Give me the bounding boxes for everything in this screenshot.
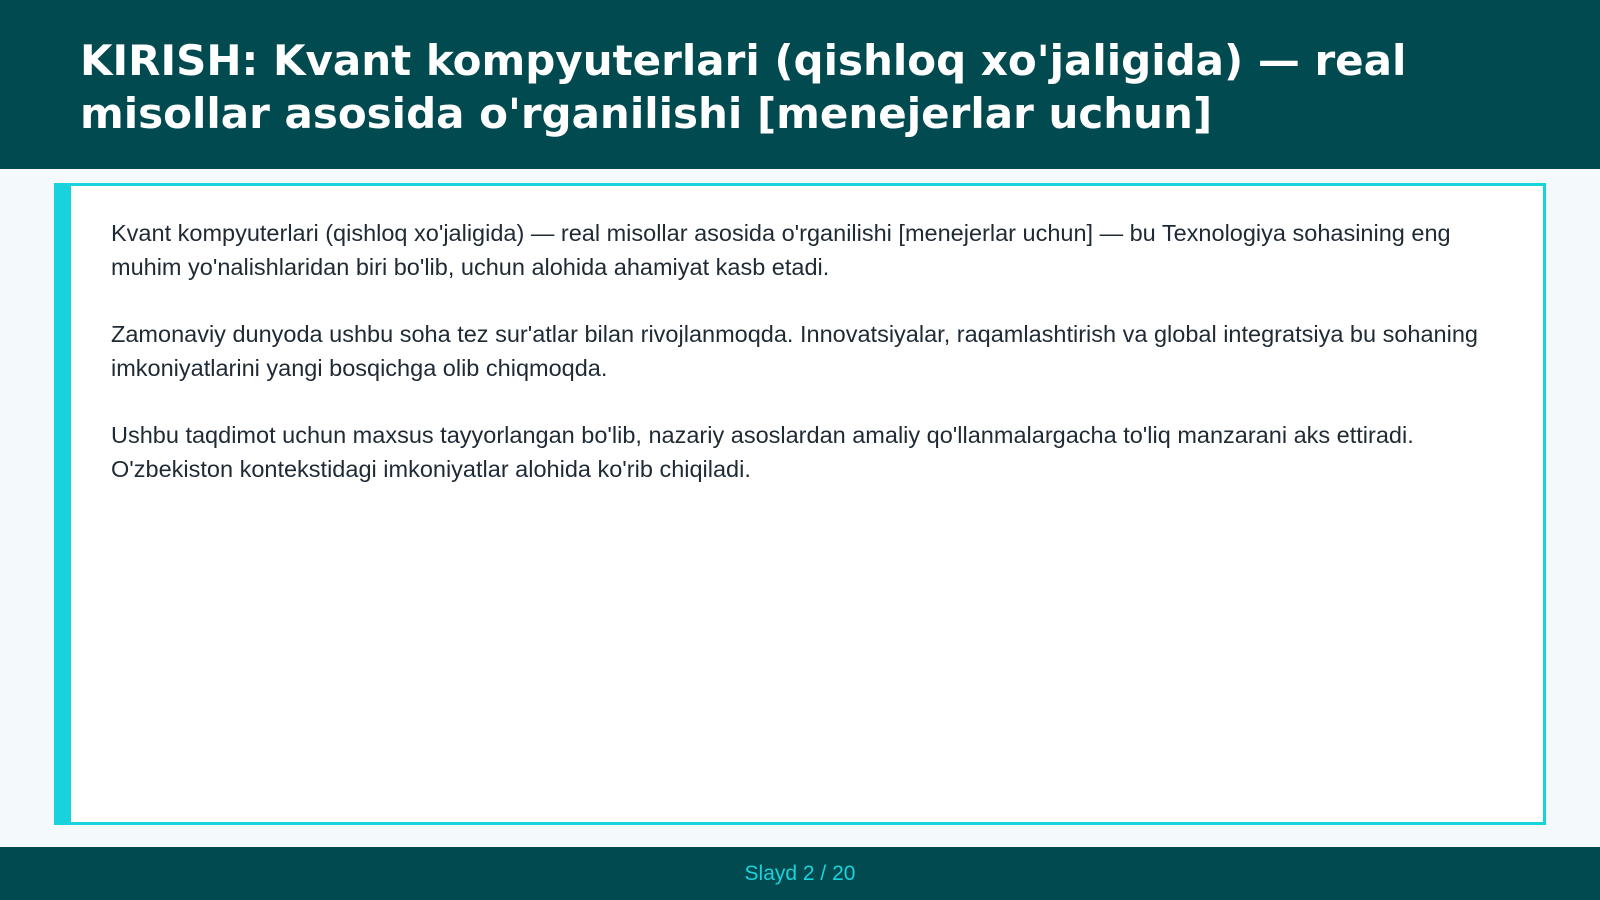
slide-footer	[0, 847, 1600, 900]
intro-paragraph-2: Zamonaviy dunyoda ushbu soha tez sur'atlar bilan rivojlanmoqda. Innovatsiyalar, raqamlashtirish va global integratsiya bu sohaning imkoniyatlarini yangi bosqichga olib chiqmoqda.	[111, 321, 1478, 381]
slide-title: KIRISH: Kvant kompyuterlari (qishloq xo'jaligida) — real misollar asosida o'rganilishi [menejerlar uchun]	[80, 36, 1407, 138]
content-box	[54, 183, 1546, 825]
intro-paragraph-3: Ushbu taqdimot uchun maxsus tayyorlangan bo'lib, nazariy asoslardan amaliy qo'llanmalargacha to'liq manzarani aks ettiradi. O'zbekiston kontekstidagi imkoniyatlar alohida ko'rib chiqiladi.	[111, 422, 1414, 482]
slide-header	[0, 0, 1600, 169]
slide-counter: Slayd 2 / 20	[744, 861, 856, 885]
intro-paragraph-1: Kvant kompyuterlari (qishloq xo'jaligida) — real misollar asosida o'rganilishi [menejerlar uchun] — bu Texnologiya sohasining eng muhim yo'nalishlaridan biri bo'lib, uchun alohida ahamiyat kasb etadi.	[111, 220, 1451, 280]
